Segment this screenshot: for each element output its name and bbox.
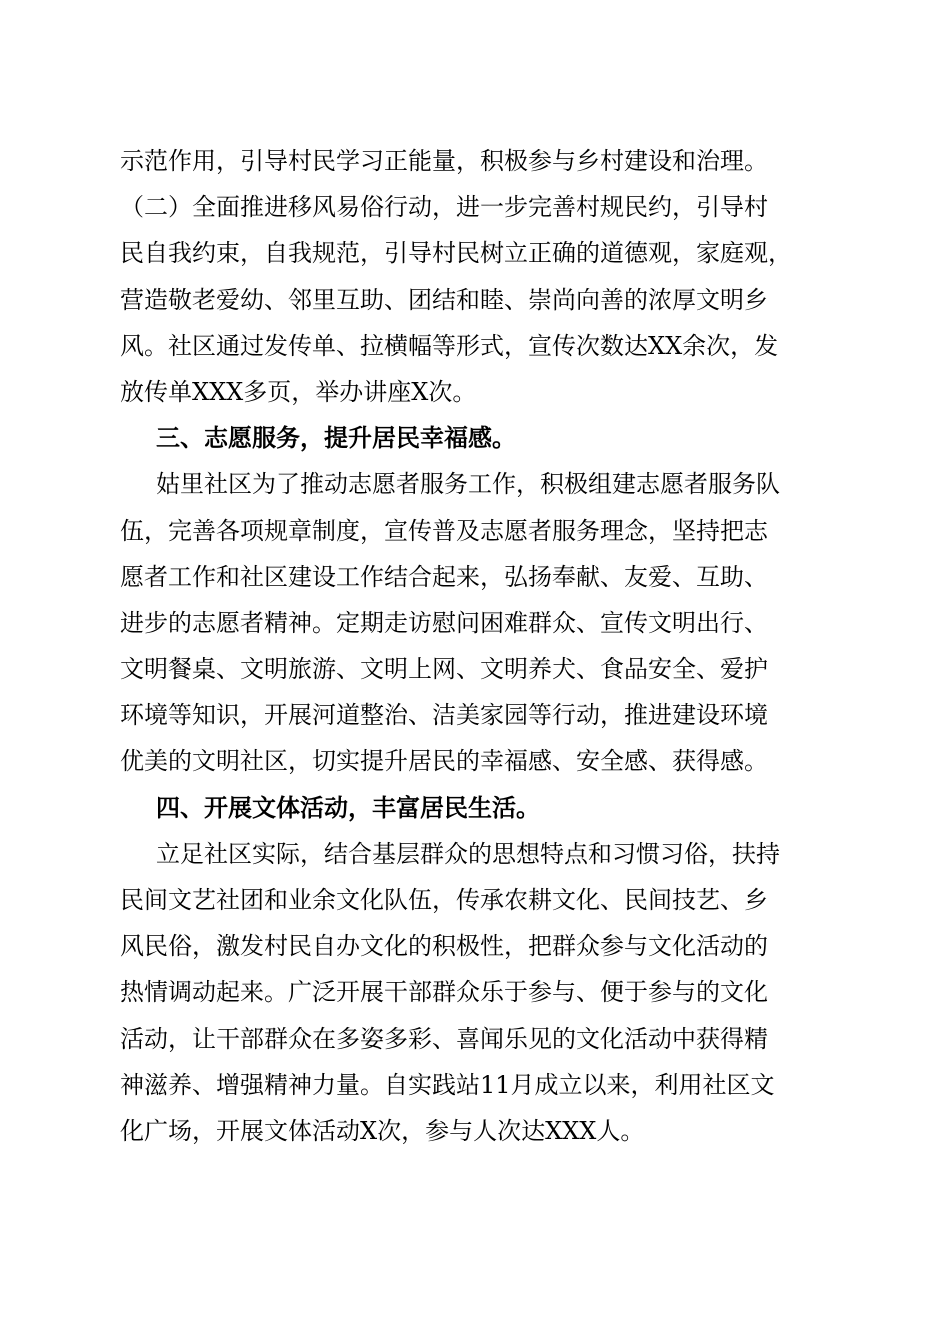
- text-line: 民间文艺社团和业余文化队伍，传承农耕文化、民间技艺、乡: [120, 886, 768, 914]
- text-line: 姑里社区为了推动志愿者服务工作，积极组建志愿者服务队: [156, 470, 780, 499]
- text-line: 环境等知识，开展河道整治、洁美家园等行动，推进建设环境: [120, 701, 768, 730]
- text-line: 伍，完善各项规章制度，宣传普及志愿者服务理念，坚持把志: [120, 516, 768, 545]
- text-line: 风民俗，激发村民自办文化的积极性，把群众参与文化活动的: [120, 932, 768, 961]
- text-line: 文明餐桌、文明旅游、文明上网、文明养犬、食品安全、爱护: [120, 655, 768, 684]
- text-line: 化广场，开展文体活动X次，参与人次达XXX人。: [120, 1116, 645, 1145]
- text-line: 示范作用，引导村民学习正能量，积极参与乡村建设和治理。: [120, 147, 768, 175]
- text-line: （二）全面推进移风易俗行动，进一步完善村规民约，引导村: [120, 193, 768, 222]
- text-line: 放传单XXX多页，举办讲座X次。: [120, 377, 477, 406]
- text-line: 风。社区通过发传单、拉横幅等形式，宣传次数达XX余次，发: [120, 331, 779, 360]
- text-line: 民自我约束，自我规范，引导村民树立正确的道德观，家庭观，: [120, 239, 792, 268]
- text-line: 热情调动起来。广泛开展干部群众乐于参与、便于参与的文化: [120, 978, 768, 1007]
- text-line: 营造敬老爱幼、邻里互助、团结和睦、崇尚向善的浓厚文明乡: [120, 285, 768, 314]
- text-line: 优美的文明社区，切实提升居民的幸福感、安全感、获得感。: [120, 747, 768, 776]
- text-line: 立足社区实际，结合基层群众的思想特点和习惯习俗，扶持: [156, 839, 780, 868]
- document-body: [120, 138, 834, 1154]
- text-line: 活动，让干部群众在多姿多彩、喜闻乐见的文化活动中获得精: [120, 1024, 768, 1053]
- section-heading-4: 四、开展文体活动，丰富居民生活。: [156, 793, 540, 822]
- text-line: 神滋养、增强精神力量。自实践站11月成立以来，利用社区文: [120, 1070, 775, 1099]
- section-heading-3: 三、志愿服务，提升居民幸福感。: [156, 424, 516, 453]
- text-line: 进步的志愿者精神。定期走访慰问困难群众、宣传文明出行、: [120, 608, 768, 637]
- text-line: 愿者工作和社区建设工作结合起来，弘扬奉献、友爱、互助、: [120, 562, 768, 591]
